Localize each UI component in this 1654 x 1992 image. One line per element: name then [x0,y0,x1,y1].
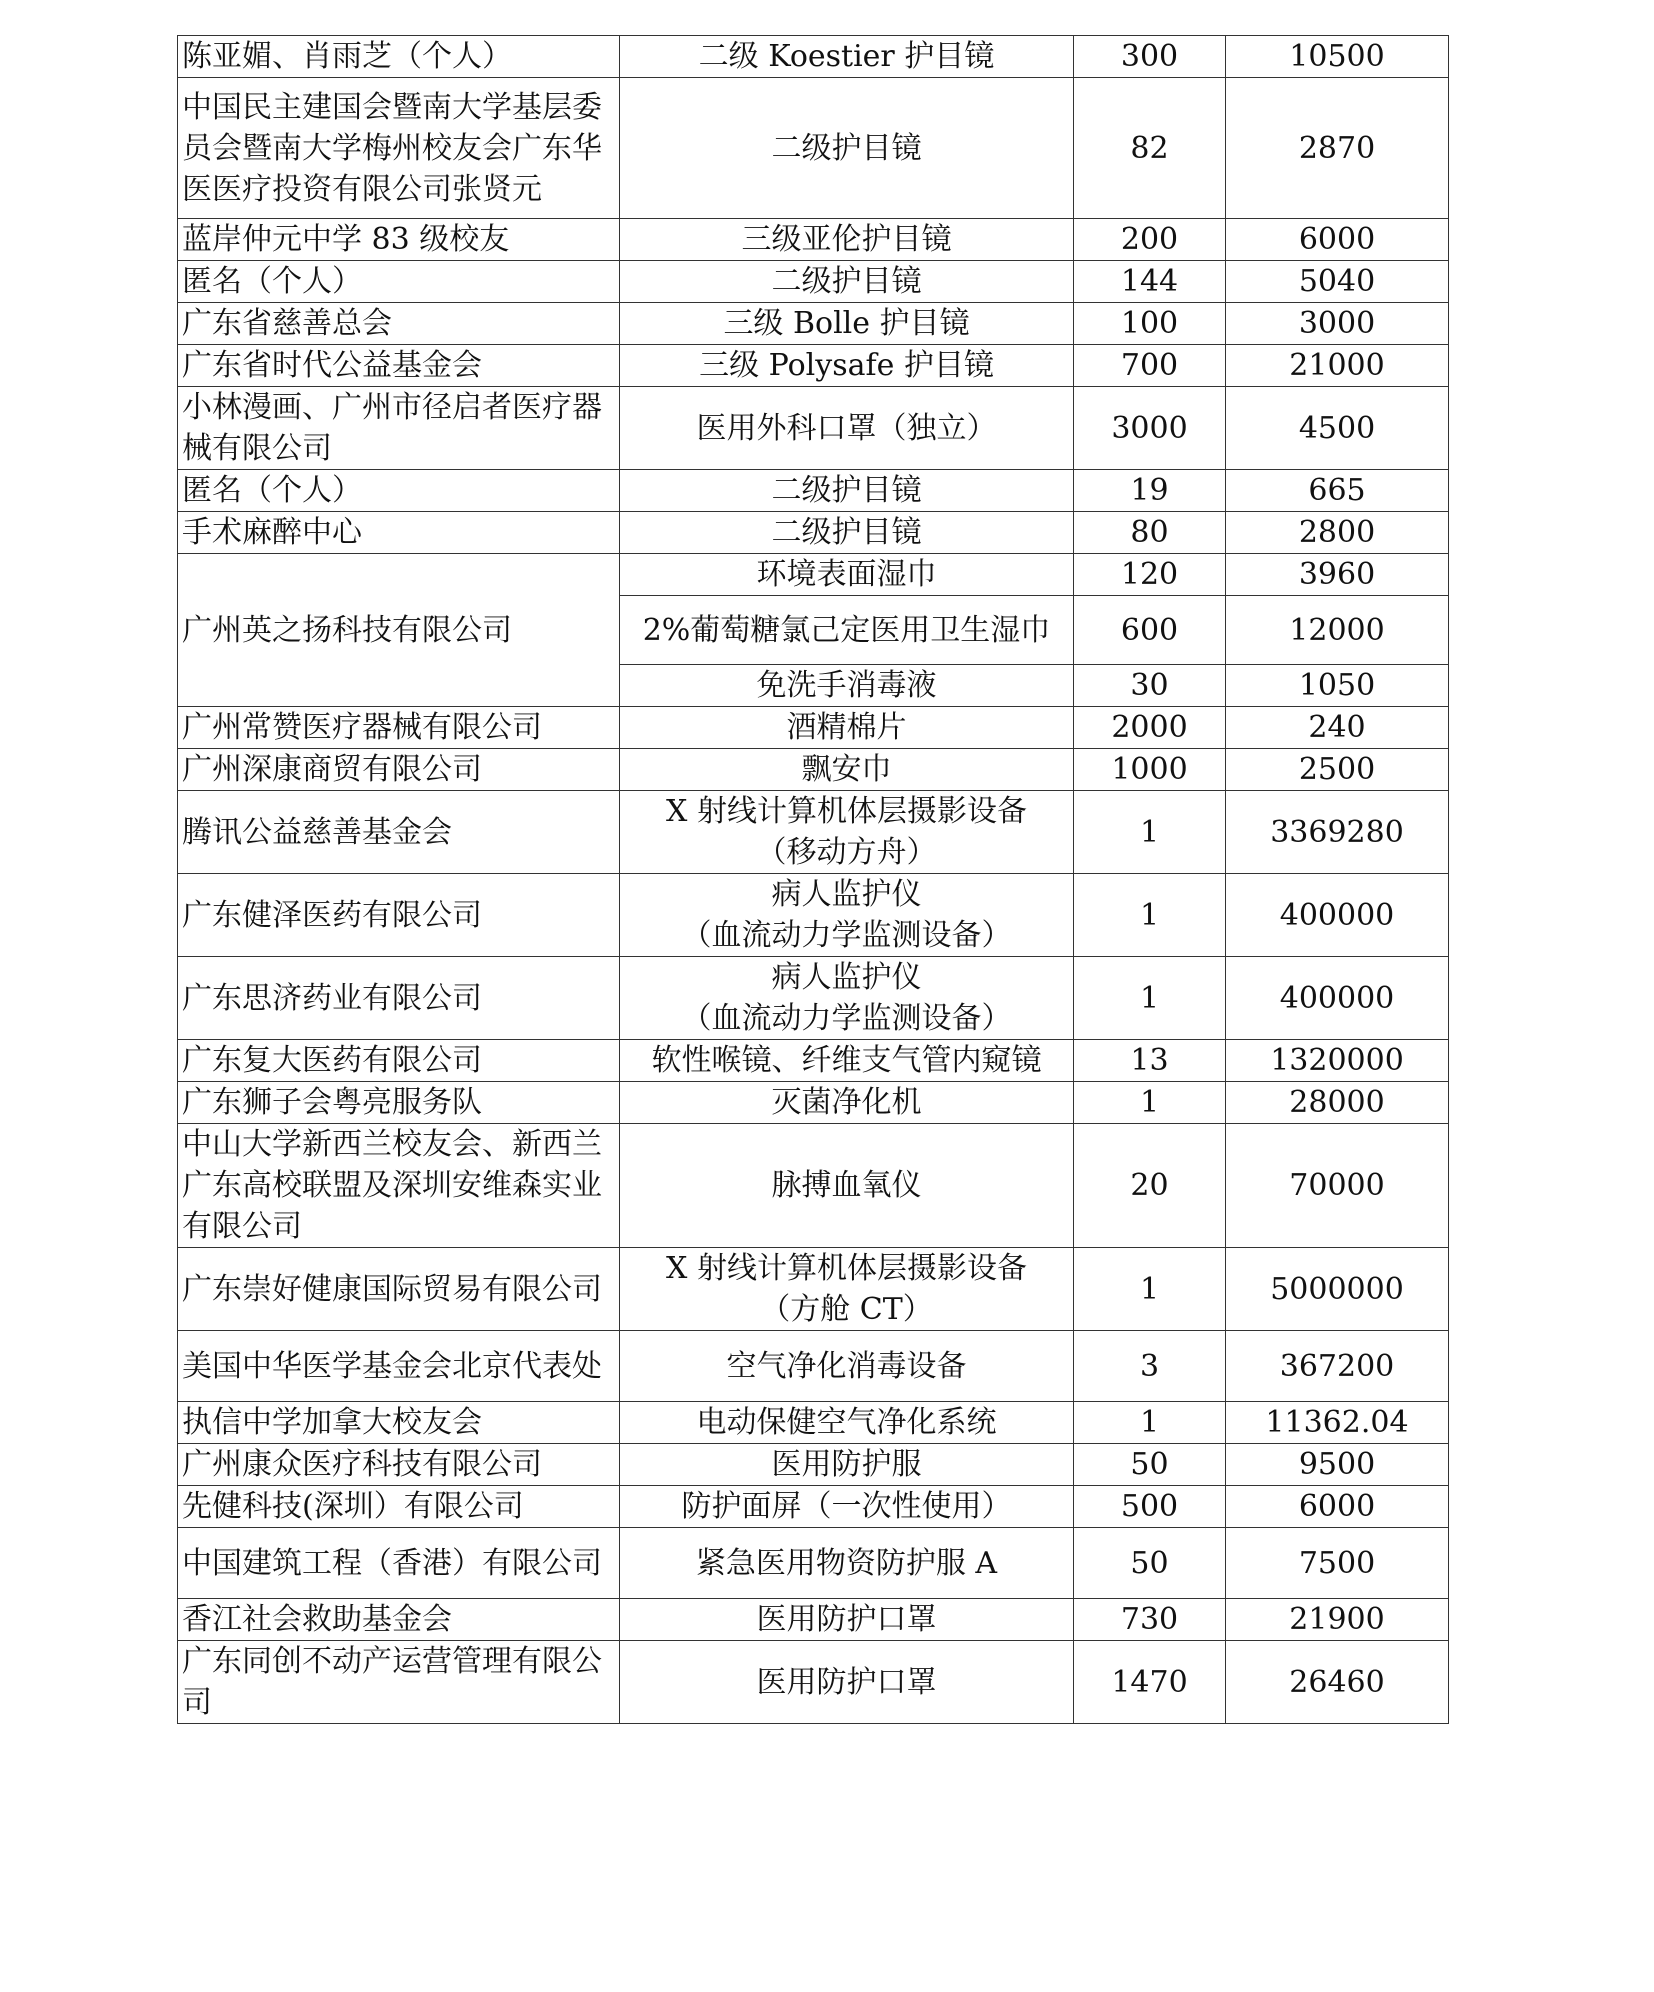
amount-cell: 665 [1226,470,1449,512]
item-cell [620,665,1074,707]
donor-cell: 广州常赞医疗器械有限公司 [178,707,620,749]
donor-cell: 广东思济药业有限公司 [178,957,620,1040]
item-cell [620,1444,1074,1486]
table-row [178,1248,1449,1331]
amount-cell: 2800 [1226,512,1449,554]
item-line: （血流动力学监测设备） [681,1001,1012,1036]
quantity-cell: 120 [1074,554,1226,596]
table-row [178,303,1449,345]
quantity-cell: 1 [1074,874,1226,957]
item-cell [620,554,1074,596]
item-line: 医用防护口罩 [756,1602,937,1637]
amount-cell: 26460 [1226,1641,1449,1724]
table-row [178,1040,1449,1082]
quantity-cell: 19 [1074,470,1226,512]
item-cell [620,1486,1074,1528]
amount-cell: 5000000 [1226,1248,1449,1331]
table-row [178,387,1449,470]
item-cell [620,749,1074,791]
amount-cell: 2870 [1226,78,1449,219]
quantity-cell: 1 [1074,1248,1226,1331]
table-row [178,1641,1449,1724]
amount-cell: 70000 [1226,1124,1449,1248]
item-line: 三级 Bolle 护目镜 [723,306,970,341]
table-row [178,957,1449,1040]
amount-cell: 4500 [1226,387,1449,470]
donor-cell: 腾讯公益慈善基金会 [178,791,620,874]
item-line: 空气净化消毒设备 [726,1348,967,1384]
donor-cell: 小林漫画、广州市径启者医疗器械有限公司 [178,387,620,470]
amount-cell: 1320000 [1226,1040,1449,1082]
item-cell [620,791,1074,874]
item-line: （血流动力学监测设备） [681,918,1012,953]
donor-cell: 美国中华医学基金会北京代表处 [178,1331,620,1402]
donor-cell: 广州深康商贸有限公司 [178,749,620,791]
table-row [178,1528,1449,1599]
table-row [178,707,1449,749]
amount-cell: 6000 [1226,219,1449,261]
item-line: X 射线计算机体层摄影设备 [666,794,1027,829]
donor-cell: 广东同创不动产运营管理有限公司 [178,1641,620,1724]
quantity-cell: 82 [1074,78,1226,219]
amount-cell: 1050 [1226,665,1449,707]
table-row [178,1082,1449,1124]
amount-cell: 3369280 [1226,791,1449,874]
item-line: 病人监护仪 [771,960,922,995]
item-line: 二级 Koestier 护目镜 [698,39,995,74]
quantity-cell: 1 [1074,957,1226,1040]
item-line: 二级护目镜 [771,515,922,550]
item-line: 二级护目镜 [771,130,922,166]
quantity-cell: 80 [1074,512,1226,554]
item-line: （方舱 CT） [760,1292,933,1327]
amount-cell: 400000 [1226,957,1449,1040]
quantity-cell: 600 [1074,596,1226,665]
amount-cell: 11362.04 [1226,1402,1449,1444]
donor-cell: 广东省慈善总会 [178,303,620,345]
donor-cell: 广东复大医药有限公司 [178,1040,620,1082]
item-cell [620,345,1074,387]
donor-cell: 广东狮子会粤亮服务队 [178,1082,620,1124]
table-row [178,1331,1449,1402]
donor-cell: 香江社会救助基金会 [178,1599,620,1641]
quantity-cell: 700 [1074,345,1226,387]
table-row [178,1486,1449,1528]
item-line: 医用防护服 [771,1447,922,1482]
quantity-cell: 730 [1074,1599,1226,1641]
item-cell [620,78,1074,219]
donation-table-body [178,36,1449,1724]
quantity-cell: 50 [1074,1528,1226,1599]
donor-cell: 执信中学加拿大校友会 [178,1402,620,1444]
quantity-cell: 3 [1074,1331,1226,1402]
item-line: 2%葡萄糖氯己定医用卫生湿巾 [642,612,1051,648]
item-line: 环境表面湿巾 [756,557,937,592]
item-line: 软性喉镜、纤维支气管内窥镜 [651,1043,1042,1078]
donor-cell: 广东崇好健康国际贸易有限公司 [178,1248,620,1331]
amount-cell: 3960 [1226,554,1449,596]
table-row [178,1124,1449,1248]
amount-cell: 367200 [1226,1331,1449,1402]
table-row [178,1402,1449,1444]
item-line: 医用外科口罩（独立） [696,410,997,446]
quantity-cell: 1000 [1074,749,1226,791]
quantity-cell: 2000 [1074,707,1226,749]
item-line: 电动保健空气净化系统 [696,1405,997,1440]
item-cell [620,1248,1074,1331]
quantity-cell: 1 [1074,1082,1226,1124]
quantity-cell: 500 [1074,1486,1226,1528]
item-cell [620,874,1074,957]
quantity-cell: 20 [1074,1124,1226,1248]
table-row [178,345,1449,387]
item-cell [620,1599,1074,1641]
amount-cell: 21900 [1226,1599,1449,1641]
table-row [178,791,1449,874]
amount-cell: 6000 [1226,1486,1449,1528]
item-line: 防护面屏（一次性使用） [681,1489,1012,1524]
donor-cell: 广东健泽医药有限公司 [178,874,620,957]
donation-table [177,35,1449,1724]
item-cell [620,303,1074,345]
item-cell [620,219,1074,261]
table-row [178,36,1449,78]
amount-cell: 240 [1226,707,1449,749]
quantity-cell: 1470 [1074,1641,1226,1724]
table-row [178,1599,1449,1641]
donor-cell: 先健科技(深圳）有限公司 [178,1486,620,1528]
item-line: 灭菌净化机 [771,1085,922,1120]
item-cell [620,261,1074,303]
item-line: （移动方舟） [756,835,937,870]
quantity-cell: 13 [1074,1040,1226,1082]
item-cell [620,1331,1074,1402]
item-line: 二级护目镜 [771,473,922,508]
item-line: 飘安巾 [801,752,892,787]
item-cell [620,387,1074,470]
item-line: X 射线计算机体层摄影设备 [666,1251,1027,1286]
item-cell [620,957,1074,1040]
item-cell [620,470,1074,512]
donor-cell: 手术麻醉中心 [178,512,620,554]
amount-cell: 21000 [1226,345,1449,387]
donor-cell: 匿名（个人） [178,470,620,512]
amount-cell: 5040 [1226,261,1449,303]
amount-cell: 7500 [1226,1528,1449,1599]
donor-cell: 中国民主建国会暨南大学基层委员会暨南大学梅州校友会广东华医医疗投资有限公司张贤元 [178,78,620,219]
amount-cell: 2500 [1226,749,1449,791]
table-row [178,261,1449,303]
item-cell [620,1124,1074,1248]
item-line: 紧急医用物资防护服 A [695,1545,998,1581]
table-row [178,512,1449,554]
quantity-cell: 300 [1074,36,1226,78]
item-cell [620,1528,1074,1599]
table-row [178,1444,1449,1486]
table-row [178,78,1449,219]
item-cell [620,596,1074,665]
quantity-cell: 30 [1074,665,1226,707]
table-row [178,470,1449,512]
amount-cell: 400000 [1226,874,1449,957]
donor-cell: 蓝岸仲元中学 83 级校友 [178,219,620,261]
item-line: 二级护目镜 [771,264,922,299]
amount-cell: 12000 [1226,596,1449,665]
table-row [178,554,1449,596]
amount-cell: 28000 [1226,1082,1449,1124]
amount-cell: 3000 [1226,303,1449,345]
donor-cell: 陈亚媚、肖雨芝（个人） [178,36,620,78]
donor-cell: 广州英之扬科技有限公司 [178,554,620,707]
quantity-cell: 50 [1074,1444,1226,1486]
item-line: 三级亚伦护目镜 [741,222,952,257]
quantity-cell: 3000 [1074,387,1226,470]
donor-cell: 中山大学新西兰校友会、新西兰广东高校联盟及深圳安维森实业有限公司 [178,1124,620,1248]
amount-cell: 9500 [1226,1444,1449,1486]
quantity-cell: 144 [1074,261,1226,303]
item-line: 免洗手消毒液 [756,668,937,703]
donor-cell: 匿名（个人） [178,261,620,303]
item-line: 三级 Polysafe 护目镜 [699,348,994,383]
item-cell [620,1641,1074,1724]
item-line: 酒精棉片 [786,710,907,745]
table-row [178,874,1449,957]
item-line: 医用防护口罩 [756,1664,937,1700]
item-cell [620,512,1074,554]
item-line: 病人监护仪 [771,877,922,912]
item-cell [620,1040,1074,1082]
amount-cell: 10500 [1226,36,1449,78]
item-line: 脉搏血氧仪 [771,1168,922,1203]
donor-cell: 中国建筑工程（香港）有限公司 [178,1528,620,1599]
quantity-cell: 100 [1074,303,1226,345]
item-cell [620,1082,1074,1124]
donor-cell: 广东省时代公益基金会 [178,345,620,387]
quantity-cell: 200 [1074,219,1226,261]
donor-cell: 广州康众医疗科技有限公司 [178,1444,620,1486]
item-cell [620,707,1074,749]
item-cell [620,36,1074,78]
quantity-cell: 1 [1074,1402,1226,1444]
table-row [178,219,1449,261]
item-cell [620,1402,1074,1444]
table-row [178,749,1449,791]
quantity-cell: 1 [1074,791,1226,874]
